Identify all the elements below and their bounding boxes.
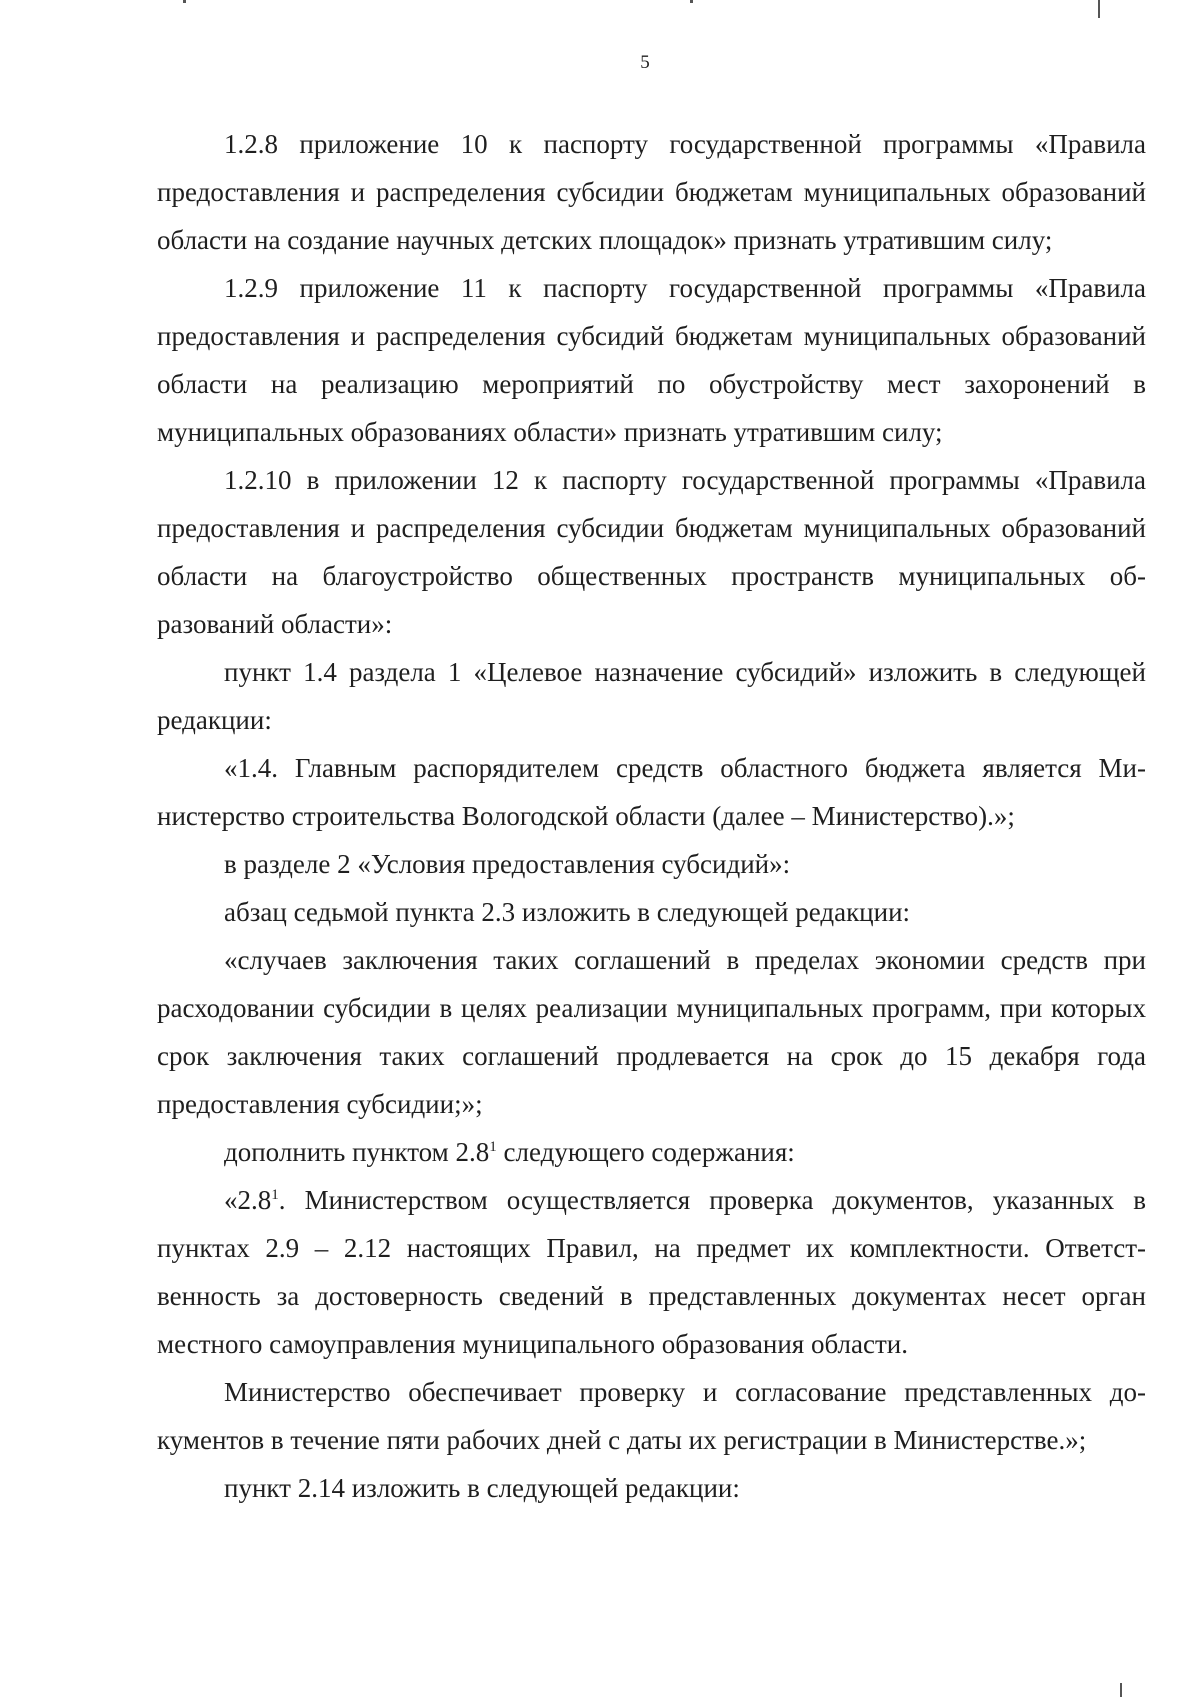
paragraph-text-after: . Министерством осуществляется проверка документов, указанных в пунктах 2.9 – 2.12 настоящих Правил, на предмет их комплектности. Ответственность за достоверность сведений в представленных документах несет орган местного самоуправления муниципального образования области.: [157, 1185, 1146, 1359]
paragraph-text: абзац седьмой пункта 2.3 изложить в следующей редакции:: [224, 897, 911, 927]
paragraph-1-2-10: [157, 456, 1146, 648]
paragraph-clause-2-3-intro: [157, 888, 1146, 936]
paragraph-1-2-9: [157, 264, 1146, 456]
paragraph-clause-2-8-1-intro: [157, 1128, 1146, 1176]
paragraph-text: 1.2.10 в приложении 12 к паспорту государственной программы «Правила предоставления и распределения субсидии бюджетам муниципальных образований области на благоустройство общественных пространств муниципальных образований области»:: [157, 465, 1146, 639]
paragraph-text: «случаев заключения таких соглашений в пределах экономии средств при расходовании субсидии в целях реализации муниципальных программ, при которых срок заключения таких соглашений продлевается на срок до 15 декабря года предоставления субсидии;»;: [157, 945, 1146, 1119]
paragraph-ministry-review: [157, 1368, 1146, 1464]
scan-artifact: [1120, 1683, 1122, 1697]
paragraph-clause-2-8-1-text: [157, 1176, 1146, 1368]
scan-artifact: [690, 0, 693, 3]
paragraph-clause-2-14-intro: [157, 1464, 1146, 1512]
paragraph-text: пункт 2.14 изложить в следующей редакции:: [224, 1473, 740, 1503]
paragraph-text: 1.2.9 приложение 11 к паспорту государственной программы «Правила предоставления и распределения субсидий бюджетам муниципальных образований области на реализацию мероприятий по обустройству мест захоронений в муниципальных образованиях области» признать утратившим силу;: [157, 273, 1146, 447]
paragraph-1-2-8: [157, 120, 1146, 264]
paragraph-clause-2-3-text: [157, 936, 1146, 1128]
document-body: [157, 120, 1146, 1512]
paragraph-clause-1-4-text: [157, 744, 1146, 840]
paragraph-text: 1.2.8 приложение 10 к паспорту государственной программы «Правила предоставления и распределения субсидии бюджетам муниципальных образований области на создание научных детских площадок» признать утратившим силу;: [157, 129, 1146, 255]
paragraph-text: в разделе 2 «Условия предоставления субсидий»:: [224, 849, 791, 879]
paragraph-text: «1.4. Главным распорядителем средств областного бюджета является Министерство строительства Вологодской области (далее – Министерство).»;: [157, 753, 1146, 831]
paragraph-text: пункт 1.4 раздела 1 «Целевое назначение субсидий» изложить в следующей редакции:: [157, 657, 1146, 735]
superscript: 1: [271, 1187, 279, 1203]
page-number: 5: [640, 52, 650, 73]
paragraph-section-2: [157, 840, 1146, 888]
paragraph-text: «2.8: [224, 1185, 272, 1215]
paragraph-text: дополнить пунктом 2.8: [224, 1137, 490, 1167]
scan-artifact: [183, 0, 186, 3]
paragraph-text: Министерство обеспечивает проверку и согласование представленных документов в течение пяти рабочих дней с даты их регистрации в Министерстве.»;: [157, 1377, 1146, 1455]
paragraph-text-after: следующего содержания:: [496, 1137, 795, 1167]
scan-artifact: [1098, 0, 1100, 18]
superscript: 1: [489, 1139, 497, 1155]
paragraph-clause-1-4-intro: [157, 648, 1146, 744]
